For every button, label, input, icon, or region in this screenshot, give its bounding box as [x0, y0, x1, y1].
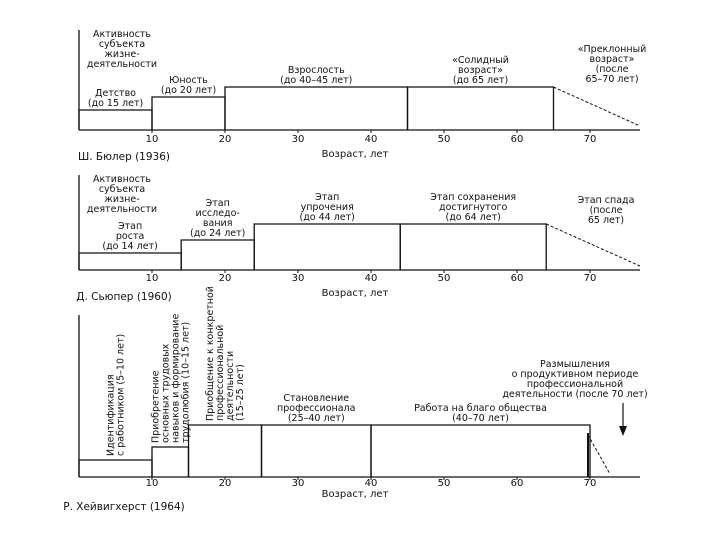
x-tick-label: 30	[291, 134, 305, 145]
stage-label: (до 40–45 лет)	[280, 75, 353, 86]
stage	[181, 198, 254, 270]
x-tick-label: 20	[218, 134, 232, 145]
stage-label: упрочения	[300, 202, 354, 213]
x-tick-label: 60	[510, 478, 524, 489]
stage-label: (после	[589, 205, 623, 216]
stage-label: Этап сохранения	[430, 192, 517, 203]
stage-block	[371, 425, 590, 477]
stage-label: (до 65 лет)	[452, 75, 509, 86]
stage-label: достигнутого	[439, 202, 508, 213]
stage	[502, 359, 647, 477]
stage-label-vertical: навыков и формирование	[170, 313, 182, 443]
x-axis-title: Возраст, лет	[321, 288, 389, 299]
y-axis-label: деятельности	[86, 204, 158, 215]
stage-label: (после	[595, 64, 629, 75]
stage-block	[262, 425, 372, 477]
stage-label-vertical: Приобщение к конкретной	[205, 286, 216, 421]
stage-label: профессионала	[277, 403, 356, 414]
stage-label-vertical: основных трудовых	[160, 343, 172, 443]
stage-block	[408, 87, 554, 130]
x-axis-title: Возраст, лет	[321, 149, 389, 160]
x-tick-label: 60	[510, 134, 524, 145]
x-tick-label: 10	[145, 273, 159, 284]
stage	[262, 393, 372, 477]
stage	[225, 65, 408, 130]
y-axis-label: субъекта	[98, 184, 146, 195]
stage-label: Детство	[95, 88, 136, 99]
stage-block	[225, 87, 408, 130]
stage	[546, 195, 640, 266]
decline-dashed-line	[588, 435, 610, 474]
stage-label-vertical: трудолюбия (10–15 лет)	[180, 321, 192, 443]
stage	[150, 314, 191, 477]
stage-label-vertical: с работником (5–10 лет)	[115, 333, 127, 456]
stage	[152, 75, 225, 130]
stage-label: Работа на благо общества	[414, 403, 547, 414]
x-tick-label: 40	[364, 134, 378, 145]
stage-label: исследо-	[195, 208, 240, 219]
x-axis-title: Возраст, лет	[321, 489, 389, 500]
stage	[79, 221, 181, 270]
stage-label: (до 64 лет)	[445, 212, 501, 223]
x-tick-label: 20	[218, 273, 232, 284]
x-tick-label: 60	[510, 273, 524, 284]
decline-dashed-line	[554, 87, 641, 126]
x-tick-label: 70	[583, 273, 597, 284]
stage-block	[189, 425, 262, 477]
stage-label: (до 14 лет)	[102, 241, 158, 252]
x-tick-label: 10	[145, 478, 159, 489]
stage-label: Этап спада	[577, 195, 635, 206]
stage-block	[152, 97, 225, 130]
stage-label: возраст»	[458, 65, 503, 76]
stage-label: о продуктивном периоде	[511, 369, 639, 380]
stage	[79, 334, 152, 477]
stage	[79, 88, 152, 130]
stage-block	[79, 110, 152, 130]
stage-label-vertical: Приобретение	[150, 370, 162, 443]
stage-label-vertical: (15–25 лет)	[235, 364, 246, 421]
stage-label: (25–40 лет)	[287, 413, 345, 424]
diagram-caption: Ш. Бюлер (1936)	[77, 151, 171, 163]
stage-label: «Солидный	[452, 55, 509, 66]
y-axis-label: Активность	[93, 174, 151, 185]
x-tick-label: 70	[583, 478, 597, 489]
stage-label: Этап	[315, 192, 340, 203]
stage-label: вания	[202, 218, 233, 229]
x-tick-label: 30	[291, 273, 305, 284]
stage-block	[152, 447, 189, 477]
stage	[554, 44, 647, 126]
x-tick-label: 40	[364, 273, 378, 284]
stage	[371, 403, 590, 477]
decline-dashed-line	[546, 224, 640, 266]
stage	[189, 286, 262, 477]
diagram-caption: Р. Хейвигхерст (1964)	[63, 501, 185, 513]
stage	[408, 55, 554, 130]
diagram-caption: Д. Сьюпер (1960)	[76, 291, 172, 303]
stage-label: 65–70 лет)	[585, 74, 639, 85]
stage-label: (до 44 лет)	[299, 212, 355, 223]
x-tick-label: 30	[291, 478, 305, 489]
stage-label: «Преклонный	[577, 44, 647, 55]
x-tick-label: 40	[364, 478, 378, 489]
stage-block	[79, 460, 152, 477]
stage-block	[79, 253, 181, 270]
y-axis-label: жизне-	[104, 194, 140, 205]
x-tick-label: 50	[437, 134, 451, 145]
arrow-head	[619, 426, 627, 436]
diagram-2	[76, 174, 640, 303]
stage	[254, 192, 400, 270]
y-axis-label: деятельности	[86, 59, 158, 70]
y-axis-label: жизне-	[104, 49, 140, 60]
stage-label: Размышления	[540, 359, 610, 370]
stage-block	[254, 224, 400, 270]
stage-block	[181, 240, 254, 270]
stage-label: Этап	[205, 198, 230, 209]
stage-label: деятельности (после 70 лет)	[502, 389, 648, 400]
stage-label-vertical: Идентификация	[105, 374, 117, 456]
x-tick-label: 50	[437, 273, 451, 284]
stage-label: возраст»	[589, 54, 635, 65]
stage-label: профессиональной	[526, 379, 624, 390]
stage-label: (до 20 лет)	[160, 85, 217, 96]
stage-label: Этап	[117, 221, 143, 232]
diagram-3	[63, 286, 647, 513]
stage-label: Юность	[169, 75, 208, 86]
stage-label: (до 24 лет)	[190, 228, 246, 239]
x-tick-label: 70	[583, 134, 597, 145]
diagram-1	[78, 29, 646, 163]
x-tick-label: 10	[145, 134, 159, 145]
x-tick-label: 20	[218, 478, 232, 489]
stage-block	[400, 224, 546, 270]
stage-label-vertical: деятельности	[225, 350, 236, 421]
stage-label: (до 15 лет)	[87, 98, 144, 109]
stage-label: Становление	[283, 393, 350, 404]
y-axis-label: субъекта	[98, 39, 146, 50]
stage-label: роста	[115, 231, 145, 242]
stage-label: 65 лет)	[587, 215, 625, 226]
x-tick-label: 50	[437, 478, 451, 489]
stage-label-vertical: профессиональной	[215, 324, 226, 421]
stage-label: Взрослость	[287, 65, 345, 76]
stage-label: (40–70 лет)	[452, 413, 509, 424]
y-axis-label: Активность	[93, 29, 151, 40]
stage	[400, 192, 546, 270]
